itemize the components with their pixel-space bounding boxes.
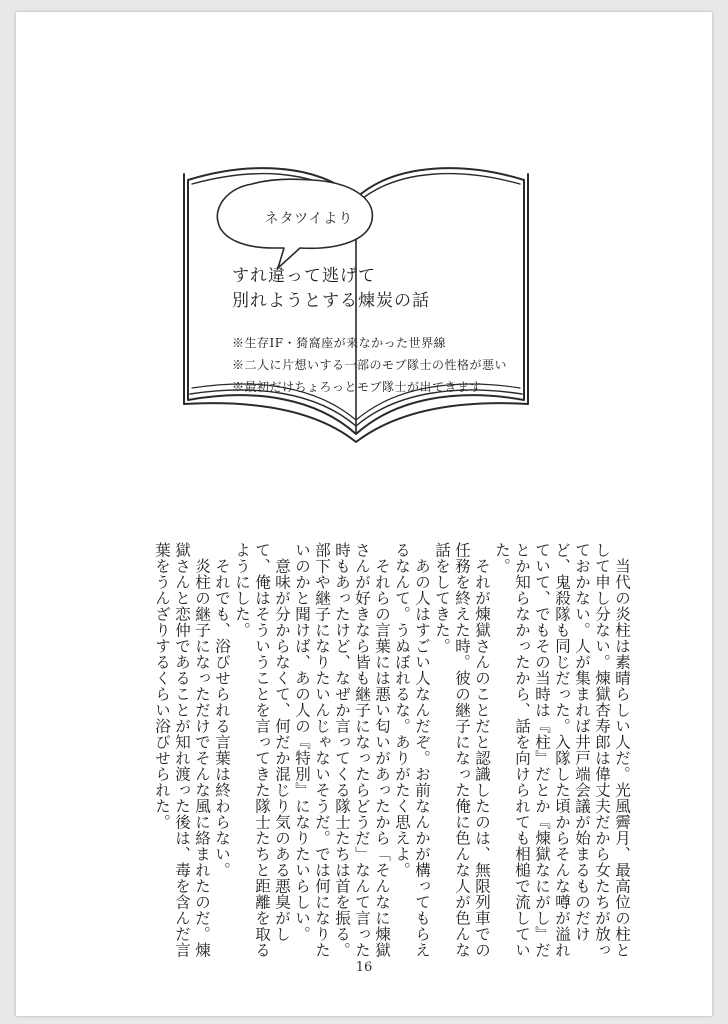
speech-bubble-label: ネタツイより xyxy=(264,211,354,227)
note-item: ※二人に片想いする一部のモブ隊士の性格が悪い xyxy=(232,358,508,372)
title-line: すれ違って逃げて xyxy=(232,266,376,286)
page-number: 16 xyxy=(355,960,373,975)
content-notes xyxy=(232,332,507,398)
body-paragraph: それらの言葉には悪い匂いがあったから「そんなに煉獄さんが好きなら皆も継子になったらどうだ」なんて言った時もあったけど、なぜか言ってくる隊士たちは首を振る。部下や継子になりたいんじゃないそうだ。では何になりたいのかと聞けば、あの人の『特別』になりたいらしい。 xyxy=(293,542,391,958)
vertical-body-text xyxy=(132,542,632,960)
body-paragraph: それが煉獄さんのことだと認識したのは、無限列車での任務を終えた時。彼の継子になった俺に色んな人が色んな話をしてきた。 xyxy=(433,542,491,958)
title-line: 別れようとする煉炭の話 xyxy=(232,291,430,311)
body-paragraph: 当代の炎柱は素晴らしい人だ。光風霽月、最高位の柱として申し分ない。煉獄杏寿郎は偉丈夫だから女たちが放っておかない。人が集まれば井戸端会議が始まるものだけど、鬼殺隊も同じだった。入隊した頃からそんな噂が溢れていて、でもその当時は『柱』だとか『煉獄なにがし』だとか知らなかったから、話を向けられても相槌で流していた。 xyxy=(493,542,631,958)
body-paragraph: 意味が分からなくて、何だか混じり気のある悪臭がして、俺はそういうことを言ってきた隊士たちと距離を取るようにした。 xyxy=(233,542,291,958)
body-paragraph: 炎柱の継子になっただけでそんな風に絡まれたのだ。煉獄さんと恋仲であることが知れ渡った後は、毒を含んだ言葉をうんざりするくらい浴びせられた。 xyxy=(153,542,211,958)
body-paragraph: それでも、浴びせられる言葉は終わらない。 xyxy=(213,557,231,878)
note-item: ※最初だけちょろっとモブ隊士が出てきます xyxy=(232,380,483,394)
book-page xyxy=(16,12,712,1016)
body-paragraph: あの人はすごい人なんだぞ。お前なんかが構ってもらえるなんて。うぬぼれるな。ありがたく思えよ。 xyxy=(393,542,431,958)
open-book-illustration xyxy=(16,12,712,512)
story-title xyxy=(232,264,430,314)
note-item: ※生存IF・猗窩座が来なかった世界線 xyxy=(232,336,447,350)
